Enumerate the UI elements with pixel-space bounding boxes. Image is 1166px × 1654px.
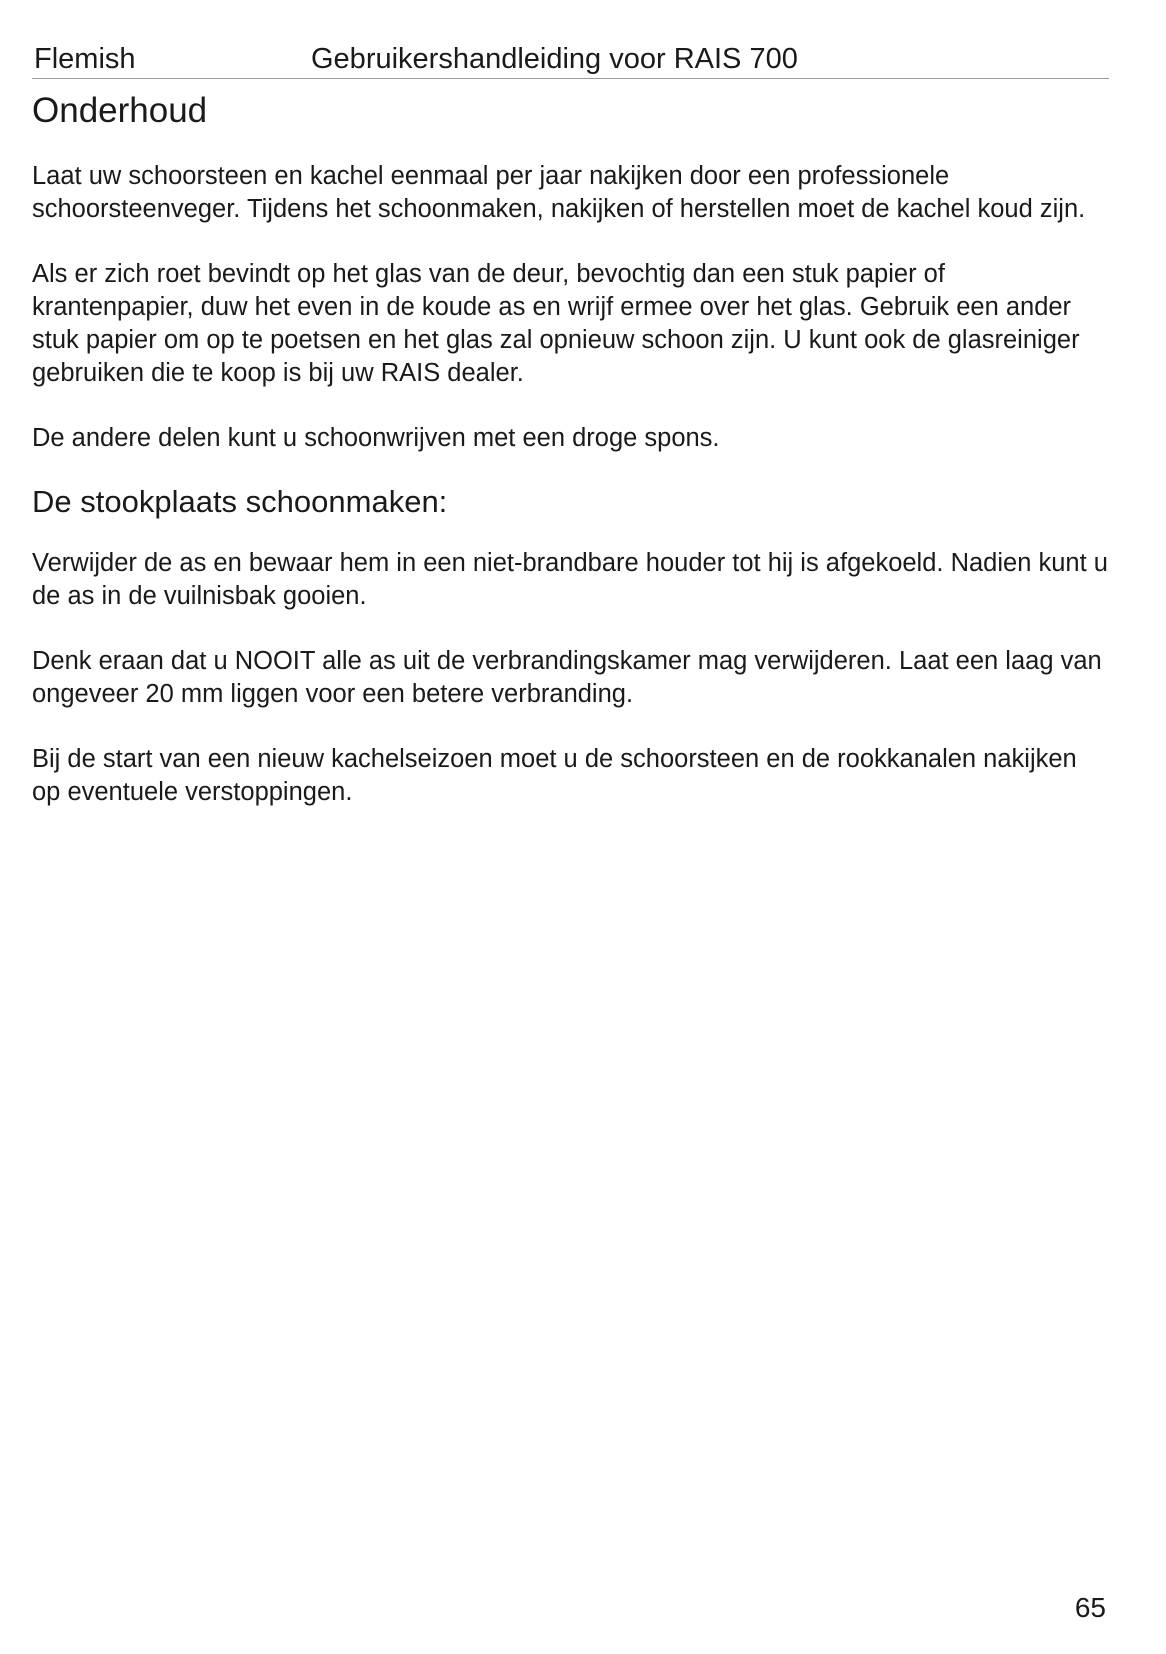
page-header	[32, 40, 1109, 79]
header-language: Flemish	[34, 43, 136, 75]
section-heading-stookplaats: De stookplaats schoonmaken:	[32, 484, 448, 519]
paragraph: Verwijder de as en bewaar hem in een niet-brandbare houder tot hij is afgekoeld. Nadien kunt u de as in de vuilnisbak gooien.	[32, 549, 1108, 610]
paragraph: Bij de start van een nieuw kachelseizoen moet u de schoorsteen en de rookkanalen nakijken op eventuele verstoppingen.	[32, 745, 1077, 806]
paragraph: Denk eraan dat u NOOIT alle as uit de verbrandingskamer mag verwijderen. Laat een laag van ongeveer 20 mm liggen voor een betere verbranding.	[32, 647, 1102, 708]
page-content	[32, 90, 1109, 841]
header-title: Gebruikershandleiding voor RAIS 700	[311, 43, 798, 75]
paragraph: De andere delen kunt u schoonwrijven met een droge spons.	[32, 424, 720, 452]
page-number: 65	[1074, 1592, 1106, 1623]
paragraph: Als er zich roet bevindt op het glas van de deur, bevochtig dan een stuk papier of krantenpapier, duw het even in de koude as en wrijf ermee over het glas. Gebruik een ander stuk papier om op te poetsen en het glas zal opnieuw schoon zijn. U kunt ook de glasreiniger gebruiken die te koop is bij uw RAIS dealer.	[32, 260, 1080, 387]
section-heading-onderhoud: Onderhoud	[32, 91, 208, 130]
paragraph: Laat uw schoorsteen en kachel eenmaal per jaar nakijken door een professionele schoorsteenveger. Tijdens het schoonmaken, nakijken of herstellen moet de kachel koud zijn.	[32, 162, 1086, 223]
